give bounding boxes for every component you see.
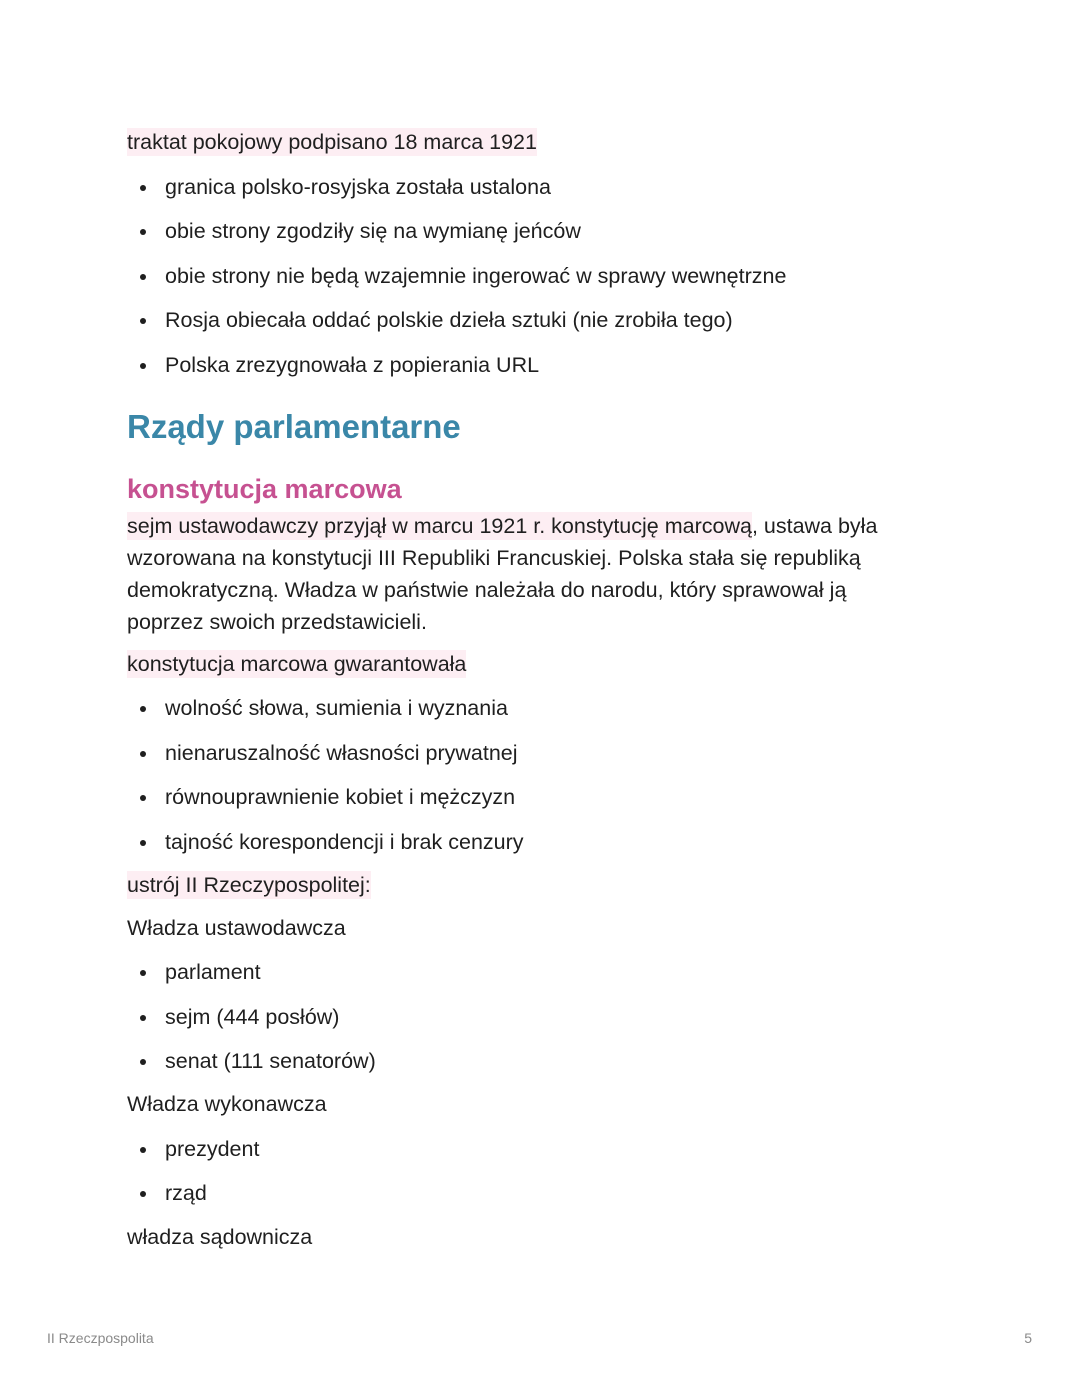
- executive-list: [127, 1133, 927, 1210]
- list-item: tajność korespondencji i brak cenzury: [127, 826, 927, 858]
- intro-paragraph: [127, 510, 927, 638]
- legislative-list: [127, 956, 927, 1077]
- executive-heading: Władza wykonawcza: [127, 1092, 327, 1116]
- list-item: Polska zrezygnowała z popierania URL: [127, 349, 927, 381]
- list-item: wolność słowa, sumienia i wyznania: [127, 692, 927, 724]
- legislative-heading: Władza ustawodawcza: [127, 915, 346, 940]
- intro-rest: , ustawa była wzorowana na konstytucji III Republiki Francuskiej. Polska stała się republiką demokratyczną. Władza w państwie należała do narodu, który sprawował ją poprzez swoich przedstawicieli.: [127, 513, 878, 634]
- list-item: równouprawnienie kobiet i mężczyzn: [127, 781, 927, 813]
- footer-title: II Rzeczpospolita: [47, 1330, 154, 1346]
- list-item: obie strony nie będą wzajemnie ingerować w sprawy wewnętrzne: [127, 260, 927, 292]
- guarantees-list: [127, 692, 927, 858]
- section-title: Rządy parlamentarne: [127, 407, 461, 445]
- list-item: prezydent: [127, 1133, 927, 1165]
- intro-highlight: sejm ustawodawczy przyjął w marcu 1921 r. konstytucję marcową: [127, 513, 752, 538]
- list-item: rząd: [127, 1177, 927, 1209]
- list-item: obie strony zgodziły się na wymianę jeńców: [127, 215, 927, 247]
- list-item: nienaruszalność własności prywatnej: [127, 737, 927, 769]
- list-item: sejm (444 posłów): [127, 1001, 927, 1033]
- page-number: 5: [1024, 1330, 1032, 1346]
- guarantees-heading: konstytucja marcowa gwarantowała: [127, 651, 467, 676]
- document-page: [127, 126, 927, 1253]
- list-item: parlament: [127, 956, 927, 988]
- list-item: Rosja obiecała oddać polskie dzieła sztuki (nie zrobiła tego): [127, 304, 927, 336]
- list-item: senat (111 senatorów): [127, 1045, 927, 1077]
- section-subtitle: konstytucja marcowa: [127, 473, 402, 504]
- judicial-heading: władza sądownicza: [127, 1225, 313, 1249]
- list-item: granica polsko-rosyjska została ustalona: [127, 171, 927, 203]
- system-heading: ustrój II Rzeczypospolitej:: [127, 872, 371, 897]
- treaty-heading: traktat pokojowy podpisano 18 marca 1921: [127, 130, 537, 154]
- treaty-list: [127, 171, 927, 381]
